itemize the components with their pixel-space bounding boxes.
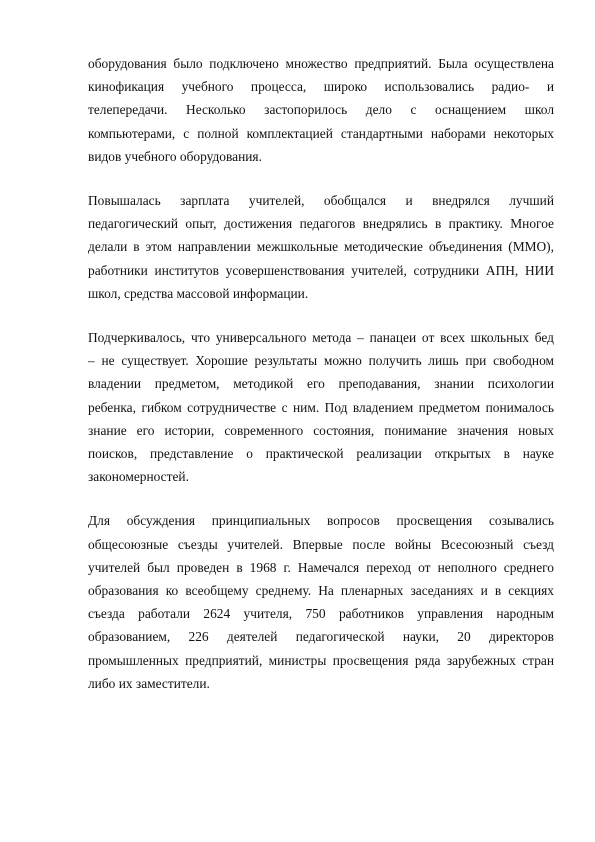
text-line: ребенка, гибком сотрудничестве с ним. Под владением предметом понималось (88, 399, 554, 415)
text-line: Подчеркивалось, что универсального метода – панацеи от всех школьных бед (88, 330, 554, 346)
text-line: образованием, 226 деятелей педагогической науки, 20 директоров (88, 629, 554, 645)
text-line: учителей был проведен в 1968 г. Намечался переход от неполного среднего (88, 559, 554, 575)
text-line: образования ко всеобщему среднему. На пленарных заседаниях и в секциях (88, 583, 554, 599)
text-line: владении предметом, методикой его преподавания, знании психологии (88, 376, 554, 392)
text-line: знание его истории, современного состояния, понимание значения новых (88, 422, 554, 438)
text-line: поисков, представление о практической реализации открытых в науке (88, 446, 554, 462)
text-line: Для обсуждения принципиальных вопросов просвещения созывались (88, 513, 554, 529)
text-line: телепередачи. Несколько застопорилось дело с оснащением школ (88, 102, 554, 118)
paragraph-2 (88, 189, 554, 305)
text-line: оборудования было подключено множество предприятий. Была осуществлена (88, 56, 554, 71)
text-line: закономерностей. (88, 469, 189, 485)
text-line: либо их заместители. (88, 675, 210, 691)
document-page (88, 52, 554, 716)
paragraph-1 (88, 52, 554, 168)
text-line: педагогический опыт, достижения педагогов внедрялись в практику. Многое (88, 216, 554, 232)
text-line: общесоюзные съезды учителей. Впервые после войны Всесоюзный съезд (88, 536, 554, 552)
text-line: видов учебного оборудования. (88, 148, 262, 164)
text-line: работники институтов усовершенствования учителей, сотрудники АПН, НИИ (88, 262, 554, 278)
text-line: компьютерами, с полной комплектацией стандартными наборами некоторых (88, 125, 554, 141)
paragraph-3 (88, 326, 554, 488)
paragraph-4 (88, 509, 554, 695)
text-line: школ, средства массовой информации. (88, 285, 309, 301)
text-line: Повышалась зарплата учителей, обобщался и внедрялся лучший (88, 193, 554, 209)
text-line: – не существует. Хорошие результаты можно получить лишь при свободном (88, 353, 554, 369)
text-line: делали в этом направлении межшкольные методические объединения (ММО), (88, 239, 554, 255)
text-line: съезда работали 2624 учителя, 750 работников управления народным (88, 606, 554, 622)
text-line: кинофикация учебного процесса, широко использовались радио- и (88, 79, 554, 95)
text-line: промышленных предприятий, министры просвещения ряда зарубежных стран (88, 652, 554, 668)
